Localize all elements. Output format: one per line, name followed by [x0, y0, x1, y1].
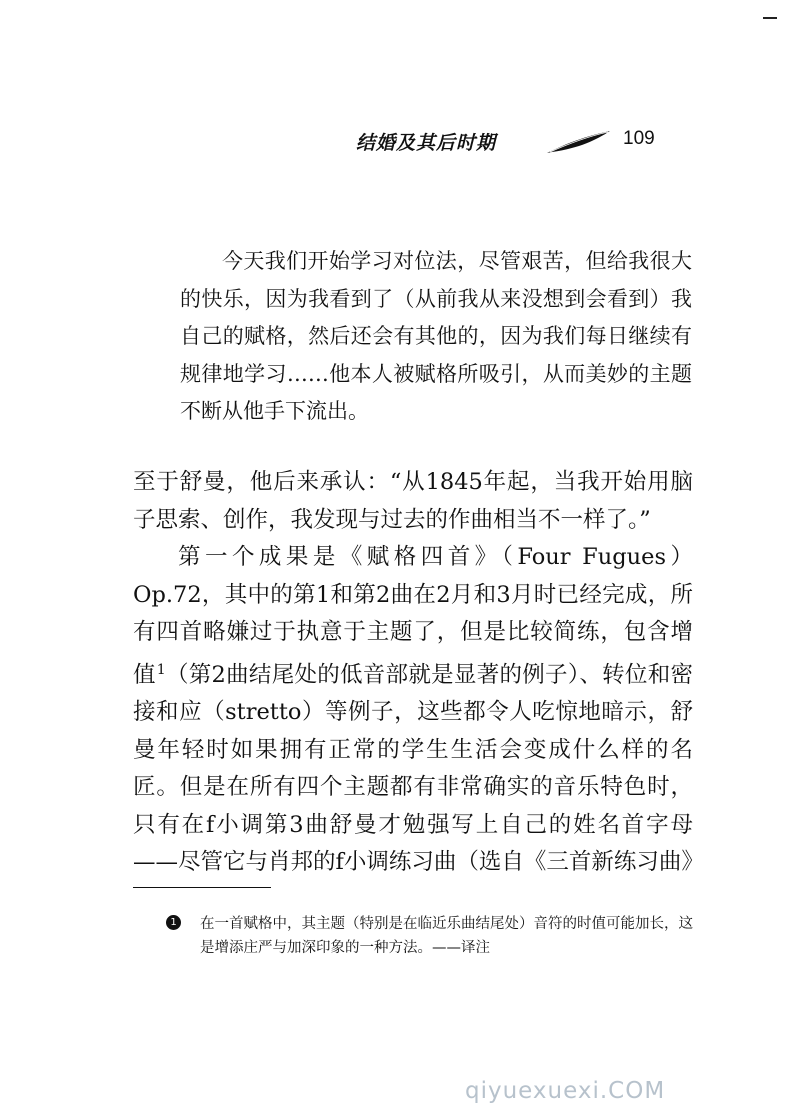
quote-text: 今天我们开始学习对位法，尽管艰苦，但给我很大的快乐，因为我看到了（从前我从来没想到会看到）我自己的赋格，然后还会有其他的，因为我们每日继续有规律地学习……他本人被赋格所吸引，从而美妙的主题不断从他手下流出。: [180, 249, 692, 423]
paragraph-2-part-2: （第2曲结尾处的低音部就是显著的例子）、转位和密接和应（stretto）等例子，这些都令人吃惊地暗示，舒曼年轻时如果拥有正常的学生生活会变成什么样的名匠。但是在所有四个主题都有非常确实的音乐特色时，只有在f小调第3曲舒曼才勉强写上自己的姓名首字母——尽管它与肖邦的f小调练习曲（选自《三首新练习曲》: [133, 661, 704, 875]
footnote-divider: [133, 887, 271, 888]
footnote: [168, 912, 693, 960]
footnote-text: 在一首赋格中，其主题（特别是在临近乐曲结尾处）音符的时值可能加长，这是增添庄严与加深印象的一种方法。——译注: [200, 916, 693, 956]
corner-mark: [763, 17, 777, 19]
body-text: [133, 464, 704, 882]
paragraph-2-part-1: 第一个成果是《赋格四首》（Four Fugues）Op.72，其中的第1和第2曲在2月和3月时已经完成，所有四首略嫌过于执意于主题了，但是比较简练，包含增值: [133, 544, 693, 688]
page-header: [356, 125, 676, 161]
paragraph-2: [133, 539, 704, 882]
block-quote: [180, 243, 692, 431]
footnote-reference[interactable]: 1: [156, 661, 166, 678]
quill-ornament-icon: [546, 129, 612, 155]
paragraph-1: 至于舒曼，他后来承认：“从1845年起，当我开始用脑子思索、创作，我发现与过去的作曲相当不一样了。”: [133, 469, 693, 533]
page-number: 109: [623, 128, 655, 149]
footnote-marker: 1: [166, 915, 181, 930]
watermark: qiyuexuexi.COM: [465, 1078, 666, 1104]
running-title: 结婚及其后时期: [356, 132, 497, 154]
